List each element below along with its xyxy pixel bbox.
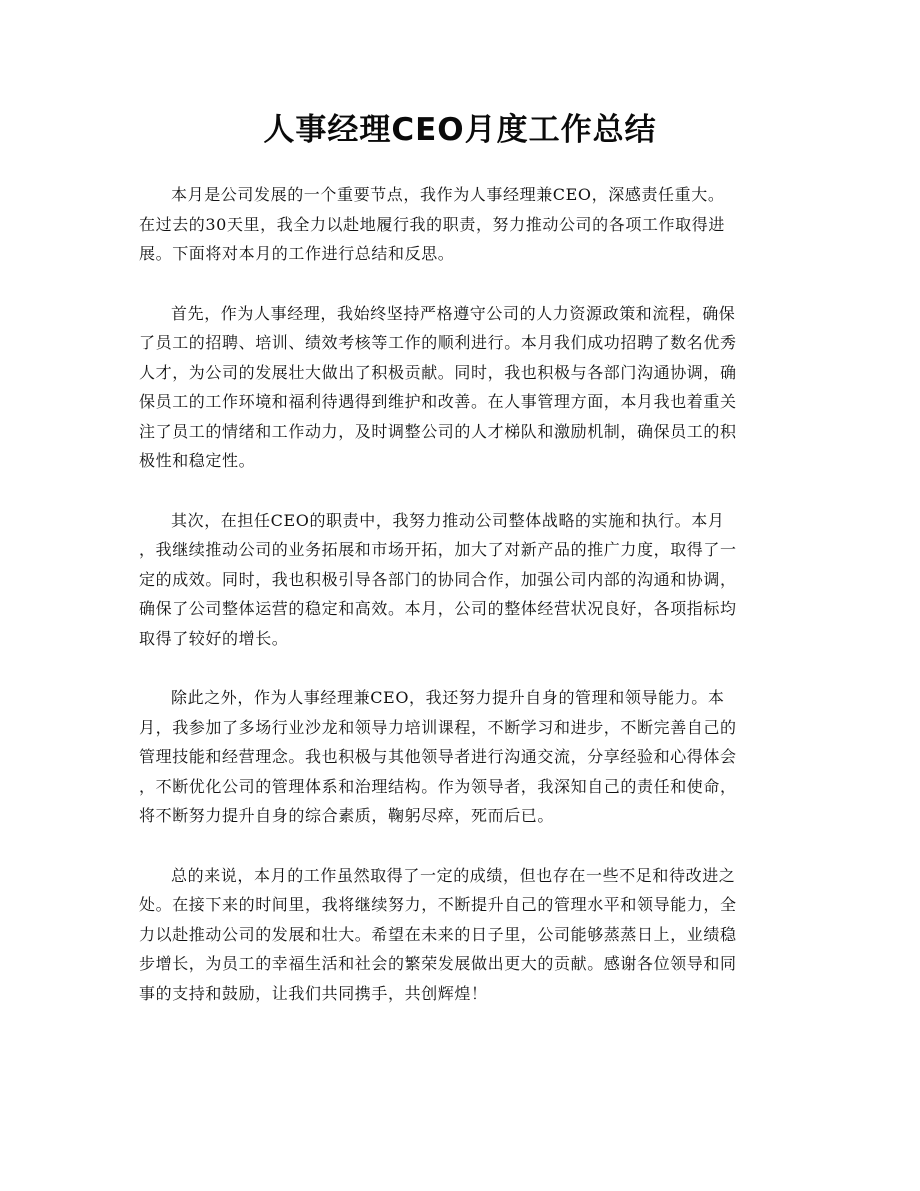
paragraph-line: ，我继续推动公司的业务拓展和市场开拓，加大了对新产品的推广力度，取得了一	[139, 540, 737, 559]
paragraph-line: 处。在接下来的时间里，我将继续努力，不断提升自己的管理水平和领导能力，全	[139, 895, 737, 914]
paragraph-line: 确保了公司整体运营的稳定和高效。本月，公司的整体经营状况良好，各项指标均	[139, 599, 737, 618]
paragraph-line: 定的成效。同时，我也积极引导各部门的协同合作，加强公司内部的沟通和协调，	[139, 569, 737, 589]
paragraph-line: 保员工的工作环境和福利待遇得到维护和改善。在人事管理方面，本月我也着重关	[139, 392, 737, 411]
document-body	[139, 180, 787, 1038]
paragraph-line: 管理技能和经营理念。我也积极与其他领导者进行沟通交流，分享经验和心得体会	[139, 747, 737, 766]
paragraph-line: 步增长，为员工的幸福生活和社会的繁荣发展做出更大的贡献。感谢各位领导和同	[139, 954, 737, 973]
paragraph-line: 其次，在担任CEO的职责中，我努力推动公司整体战略的实施和执行。本月	[171, 510, 725, 530]
paragraph-line: 取得了较好的增长。	[139, 628, 289, 648]
paragraph-ceo-work	[139, 506, 787, 654]
paragraph-line: 月，我参加了多场行业沙龙和领导力培训课程，不断学习和进步，不断完善自己的	[139, 717, 737, 737]
paragraph-line: 展。下面将对本月的工作进行总结和反思。	[139, 244, 455, 263]
paragraph-line: 将不断努力提升自身的综合素质，鞠躬尽瘁，死而后已。	[139, 806, 555, 825]
paragraph-line: ，不断优化公司的管理体系和治理结构。作为领导者，我深知自己的责任和使命，	[139, 776, 737, 796]
paragraph-conclusion	[139, 861, 787, 1009]
paragraph-line: 力以赴推动公司的发展和壮大。希望在未来的日子里，公司能够蒸蒸日上，业绩稳	[139, 924, 737, 944]
paragraph-line: 除此之外，作为人事经理兼CEO，我还努力提升自身的管理和领导能力。本	[171, 688, 725, 707]
paragraph-line: 事的支持和鼓励，让我们共同携手，共创辉煌！	[139, 983, 488, 1003]
paragraph-line: 总的来说，本月的工作虽然取得了一定的成绩，但也存在一些不足和待改进之	[171, 865, 736, 885]
paragraph-intro	[139, 180, 787, 269]
paragraph-line: 本月是公司发展的一个重要节点，我作为人事经理兼CEO，深感责任重大。	[171, 185, 725, 204]
paragraph-line: 人才，为公司的发展壮大做出了积极贡献。同时，我也积极与各部门沟通协调，确	[139, 362, 737, 382]
paragraph-line: 在过去的30天里，我全力以赴地履行我的职责，努力推动公司的各项工作取得进	[139, 214, 725, 234]
paragraph-line: 首先，作为人事经理，我始终坚持严格遵守公司的人力资源政策和流程，确保	[171, 303, 736, 323]
paragraph-hr-work	[139, 299, 787, 476]
paragraph-self-improvement	[139, 683, 787, 831]
paragraph-line: 了员工的招聘、培训、绩效考核等工作的顺利进行。本月我们成功招聘了数名优秀	[139, 333, 737, 352]
paragraph-line: 极性和稳定性。	[139, 451, 256, 470]
document-title: 人事经理CEO月度工作总结	[263, 112, 657, 148]
paragraph-line: 注了员工的情绪和工作动力，及时调整公司的人才梯队和激励机制，确保员工的积	[139, 421, 737, 441]
